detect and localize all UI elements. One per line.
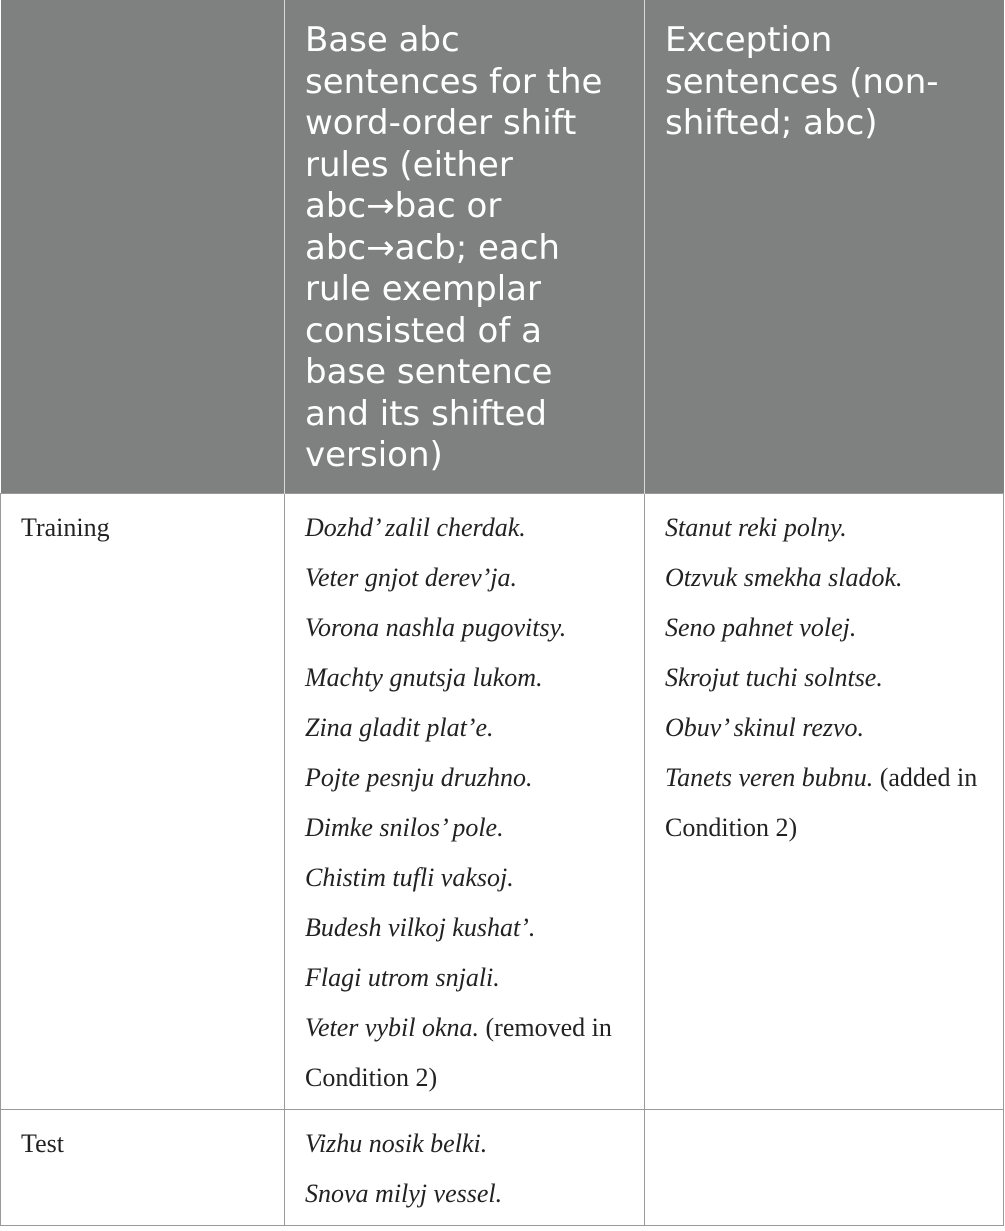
- header-row: [1, 0, 1004, 493]
- sentence-text: Dimke snilos’ pole.: [305, 812, 504, 842]
- sentence-text: Zina gladit plat’e.: [305, 712, 494, 742]
- list-item: [305, 653, 624, 703]
- sentence-text: Skrojut tuchi solntse.: [665, 662, 883, 692]
- sentence-text: Chistim tufli vaksoj.: [305, 862, 514, 892]
- table-row-training: [1, 493, 1004, 1109]
- list-item: [665, 553, 983, 603]
- list-item: [305, 853, 624, 903]
- base-sentences-cell: [285, 1109, 645, 1225]
- list-item: [305, 1119, 624, 1169]
- row-label-cell: [1, 493, 285, 1109]
- list-item: [305, 903, 624, 953]
- sentence-text: Tanets veren bubnu.: [665, 762, 874, 792]
- header-cell-base-sentences: Base abc sentences for the word-order shift rules (either abc→bac or abc→acb; each rule exemplar consisted of a base sentence and its shifted version): [285, 0, 645, 493]
- exception-sentences-cell: [645, 1109, 1004, 1225]
- sentence-text: Veter gnjot derev’ja.: [305, 562, 518, 592]
- sentence-text: Dozhd’ zalil cherdak.: [305, 512, 526, 542]
- sentence-text: Budesh vilkoj kushat’.: [305, 912, 536, 942]
- list-item: [665, 653, 983, 703]
- row-label-test: Test: [21, 1128, 64, 1158]
- list-item: [305, 753, 624, 803]
- sentence-text: Obuv’ skinul rezvo.: [665, 712, 865, 742]
- sentence-text: Vorona nashla pugovitsy.: [305, 612, 567, 642]
- sentence-text: Otzvuk smekha sladok.: [665, 562, 903, 592]
- sentence-text: Snova milyj vessel.: [305, 1178, 503, 1208]
- list-item: [305, 1003, 624, 1103]
- sentence-text: Vizhu nosik belki.: [305, 1128, 488, 1158]
- sentence-text: Machty gnutsja lukom.: [305, 662, 543, 692]
- list-item: [305, 553, 624, 603]
- list-item: [665, 503, 983, 553]
- base-sentences-cell: [285, 493, 645, 1109]
- sentence-text: Seno pahnet volej.: [665, 612, 857, 642]
- table-row-test: [1, 1109, 1004, 1225]
- list-item: [665, 603, 983, 653]
- sentence-text: Pojte pesnju druzhno.: [305, 762, 533, 792]
- sentence-text: Veter vybil okna.: [305, 1012, 479, 1042]
- row-label-training: Training: [21, 512, 110, 542]
- condition-note: (removed in Condition 2): [305, 1012, 612, 1092]
- list-item: [305, 1169, 624, 1219]
- list-item: [305, 603, 624, 653]
- condition-note: (added in Condition 2): [665, 762, 978, 842]
- row-label-cell: [1, 1109, 285, 1225]
- list-item: [305, 803, 624, 853]
- header-cell-condition: [1, 0, 285, 493]
- list-item: [665, 753, 983, 853]
- list-item: [665, 703, 983, 753]
- list-item: [305, 503, 624, 553]
- sentence-text: Stanut reki polny.: [665, 512, 847, 542]
- header-cell-exception-sentences: Exception sentences (non-shifted; abc): [645, 0, 1004, 493]
- exception-sentences-cell: [645, 493, 1004, 1109]
- list-item: [305, 953, 624, 1003]
- sentence-text: Flagi utrom snjali.: [305, 962, 500, 992]
- list-item: [305, 703, 624, 753]
